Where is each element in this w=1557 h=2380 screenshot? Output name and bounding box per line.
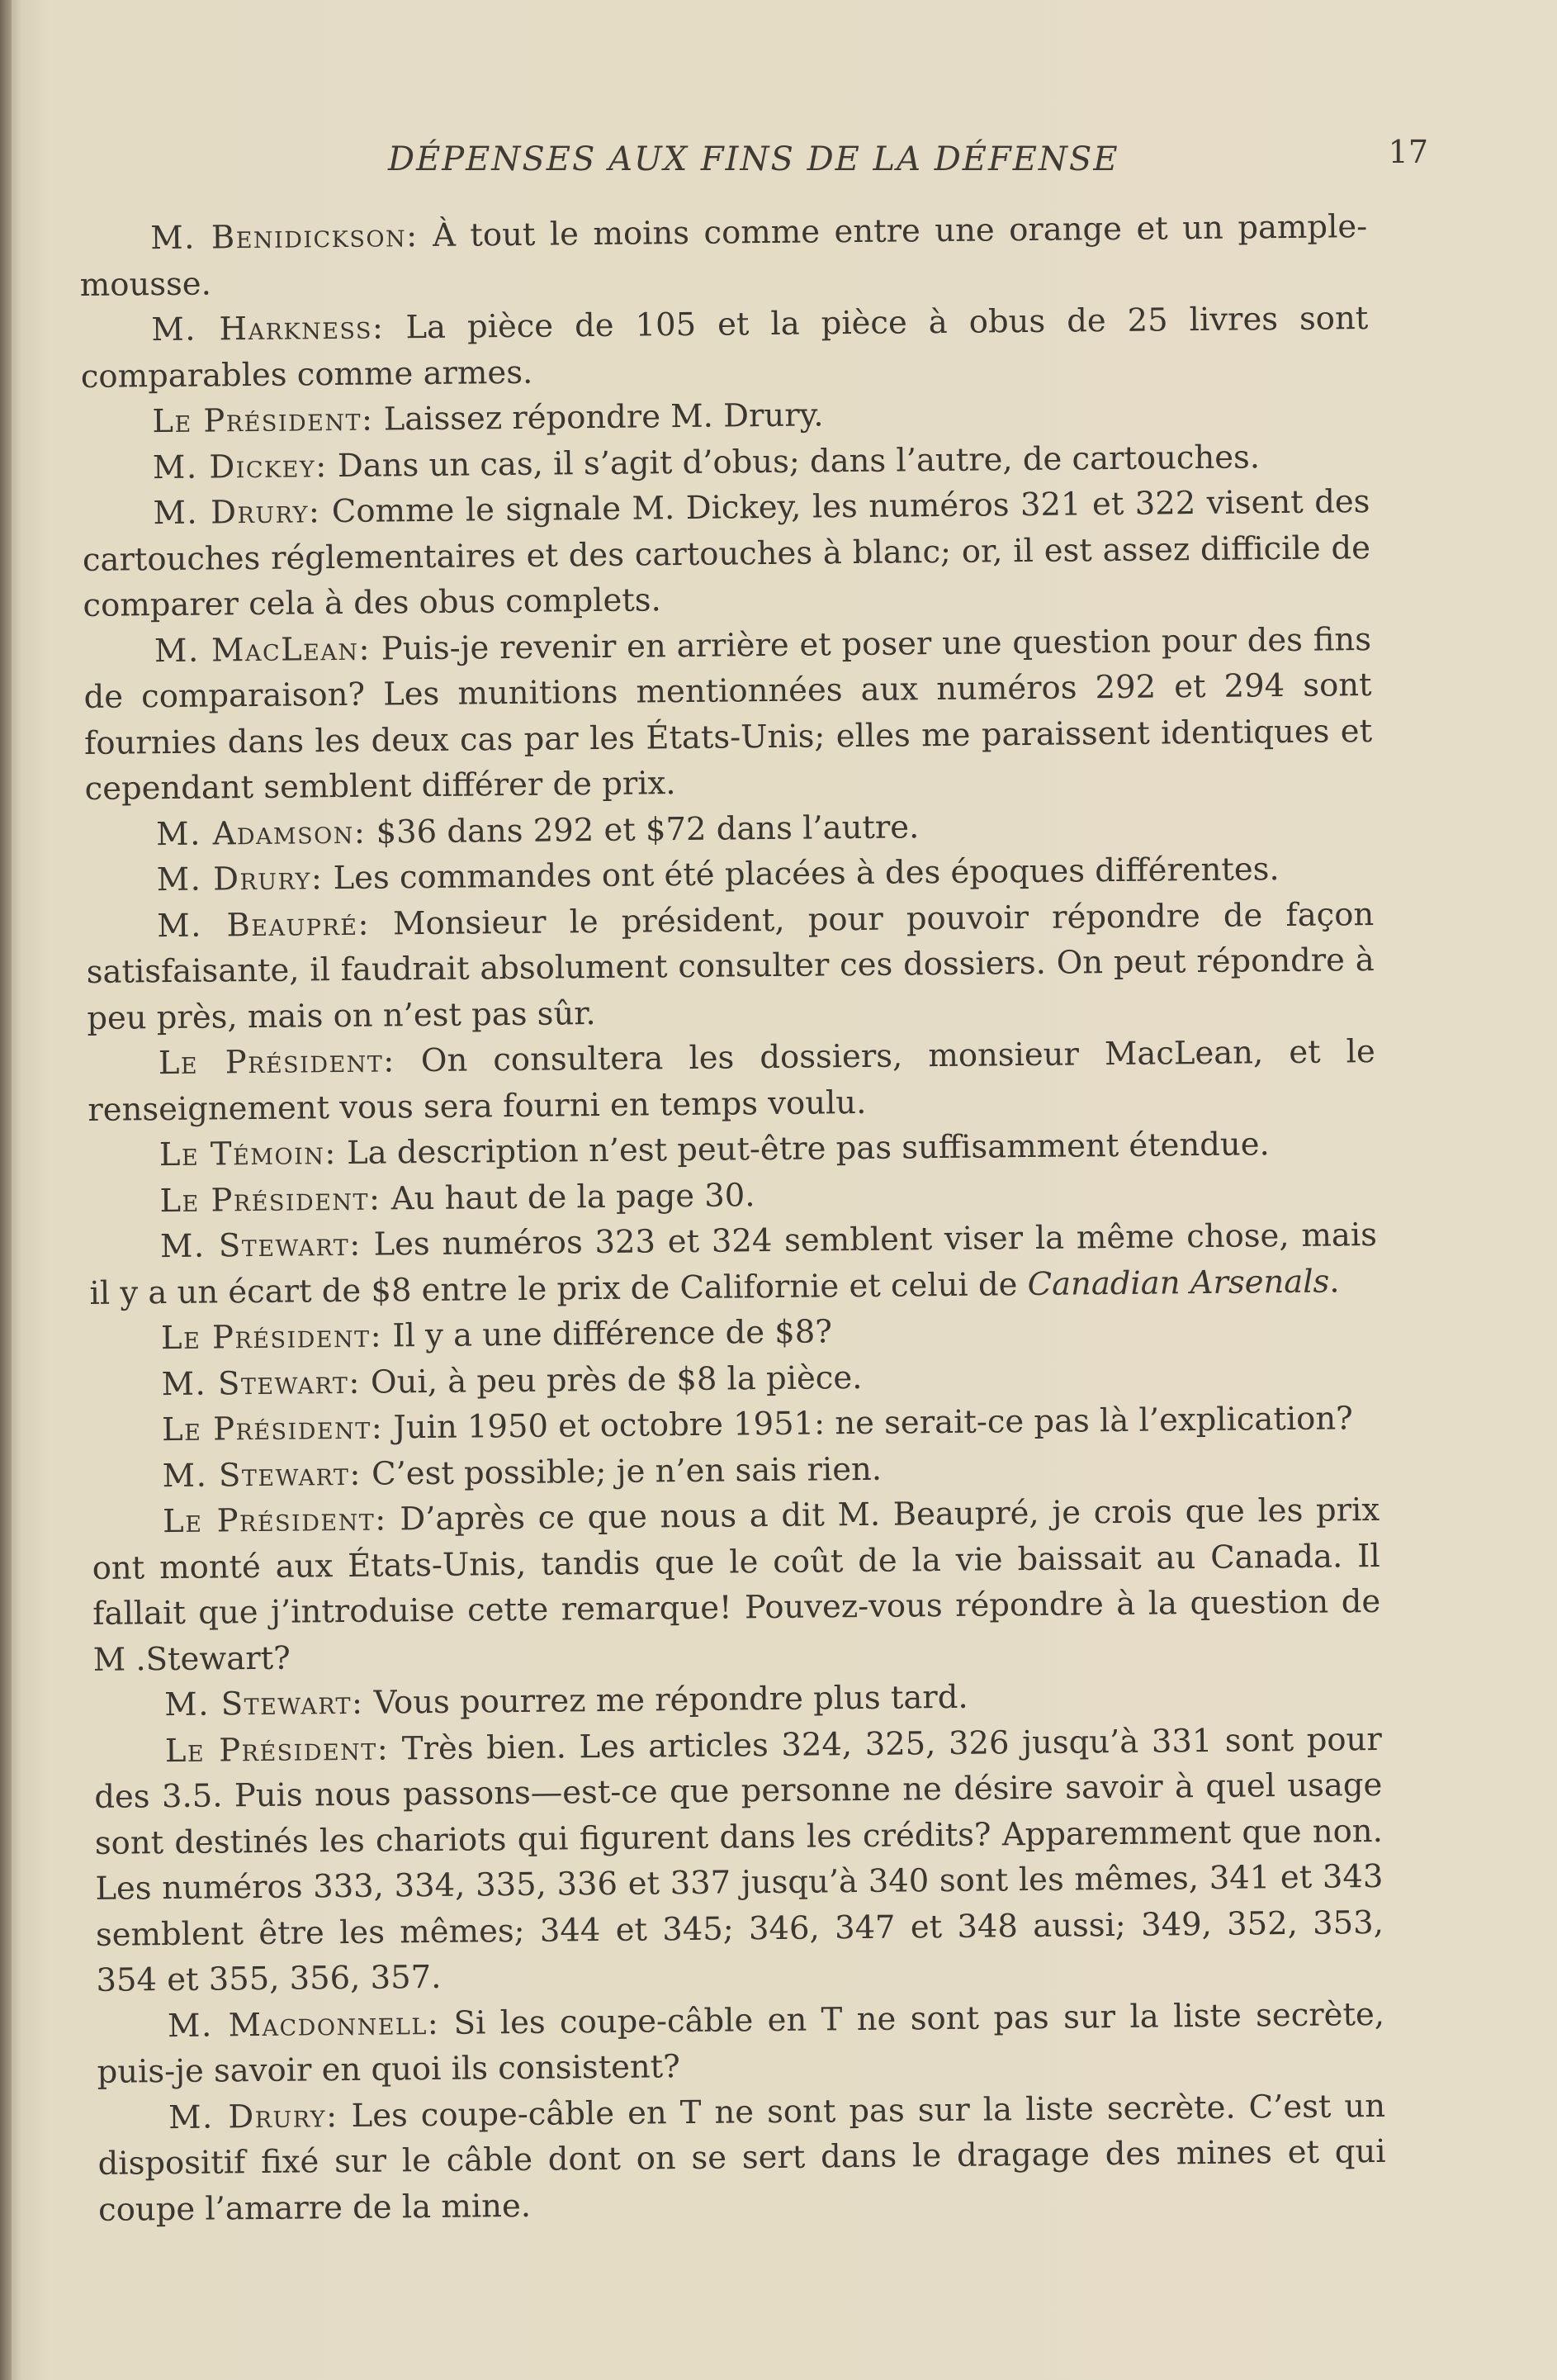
speaker-name: Le Président:	[159, 1180, 381, 1220]
speaker-name: Le Président:	[158, 1042, 396, 1083]
speech-text: D’après ce que nous a dit M. Beaupré, je crois que les prix ont monté aux États-Unis, tandis que le coût de la vie baissait au Canada. Il fallait que j’introduise cette remarque! Pouvez-vous répondre à la question de M .Stewart?	[92, 1491, 1381, 1679]
page-header	[74, 134, 1428, 198]
transcript-paragraph	[88, 1029, 1376, 1133]
speaker-name: M. Dickey:	[152, 447, 328, 486]
speaker-name: M. Stewart:	[162, 1455, 362, 1495]
speech-text: La pièce de 105 et la pièce à obus de 25 livres sont comparables comme armes.	[80, 300, 1369, 396]
speaker-name: Le Président:	[160, 1317, 383, 1358]
speech-text: Au haut de la page 30.	[390, 1176, 755, 1217]
speaker-name: M. Beaupré:	[157, 905, 371, 945]
transcript-body	[79, 204, 1386, 2233]
transcript-paragraph	[79, 204, 1368, 308]
speaker-name: M. Drury:	[156, 860, 324, 899]
speaker-name: M. Adamson:	[155, 813, 367, 853]
speech-text: Si les coupe-câble en T ne sont pas sur la liste secrète, puis-je savoir en quoi ils consistent?	[97, 1995, 1385, 2091]
emphasized-text: Canadian Arsenals	[1027, 1263, 1330, 1303]
speaker-name: M. Stewart:	[161, 1363, 362, 1403]
speech-text: On consultera les dossiers, monsieur MacLean, et le renseignement vous sera fourni en temps voulu.	[88, 1032, 1375, 1129]
speech-text: Juin 1950 et octobre 1951: ne serait-ce pas là l’explication?	[393, 1400, 1353, 1447]
transcript-paragraph	[83, 617, 1373, 813]
transcript-paragraph	[80, 296, 1369, 400]
sentence-end: .	[1329, 1262, 1340, 1301]
speech-text: Monsieur le président, pour pouvoir répondre de façon satisfaisante, il faudrait absolument consulter ces dossiers. On peut répondre à peu près, mais on n’est pas sûr.	[86, 895, 1375, 1037]
page-number: 17	[1388, 134, 1428, 170]
speaker-name: M. Drury:	[168, 2097, 338, 2136]
speaker-name: Le Président:	[164, 1729, 390, 1770]
speech-text: La description n’est peut-être pas suffisamment étendue.	[346, 1126, 1270, 1172]
speech-text: Oui, à peu près de $8 la pièce.	[370, 1358, 863, 1401]
speaker-name: M. Harkness:	[151, 309, 385, 349]
speaker-name: M. Drury:	[153, 493, 321, 533]
speech-text: Les numéros 323 et 324 semblent viser la même chose, mais il y a un écart de $8 entre le prix de Californie et celui de	[89, 1216, 1378, 1312]
speech-text: $36 dans 292 et $72 dans l’autre.	[376, 808, 920, 851]
transcript-paragraph	[86, 891, 1375, 1041]
speaker-name: Le Président:	[152, 401, 374, 441]
speaker-name: M. Macdonnell:	[167, 2004, 440, 2045]
transcript-paragraph	[92, 1487, 1381, 1683]
speech-text: À tout le moins comme entre une orange et un pample-mousse.	[79, 208, 1368, 304]
speaker-name: M. Stewart:	[164, 1684, 364, 1724]
transcript-paragraph	[82, 479, 1371, 628]
speech-text: Il y a une différence de $8?	[392, 1313, 833, 1355]
speech-text: Dans un cas, il s’agit d’obus; dans l’autre, de cartouches.	[337, 438, 1261, 485]
speech-text: Laissez répondre M. Drury.	[383, 396, 824, 439]
transcript-paragraph	[89, 1212, 1378, 1316]
speech-text: Puis-je revenir en arrière et poser une question pour des fins de comparaison? Les munitions mentionnées aux numéros 292 et 294 sont fournies dans les deux cas par les États-Unis; elles me paraissent identiques et cependant semblent différer de prix.	[83, 620, 1373, 808]
speech-text: C’est possible; je n’en sais rien.	[371, 1450, 883, 1493]
speaker-name: M. MacLean:	[154, 630, 372, 670]
speaker-name: M. Stewart:	[159, 1226, 362, 1266]
speech-text: Très bien. Les articles 324, 325, 326 jusqu’à 331 sont pour des 3.5. Puis nous passons—est-ce que personne ne désire savoir à quel usage sont destinés les chariots qui figurent dans les crédits? Apparemment que non. Les numéros 333, 334, 335, 336 et 337 jusqu’à 340 sont les mêmes, 341 et 343 semblent être les mêmes; 344 et 345; 346, 347 et 348 aussi; 349, 352, 353, 354 et 355, 356, 357.	[94, 1720, 1384, 1999]
speech-text: Les coupe-câble en T ne sont pas sur la liste secrète. C’est un dispositif fixé sur le câble dont on se sert dans le dragage des mines et qui coupe l’amarre de la mine.	[97, 2087, 1386, 2229]
speaker-name: Le Président:	[161, 1409, 384, 1449]
running-head: DÉPENSES AUX FINS DE LA DÉFENSE	[388, 140, 1119, 178]
page-binding-edge	[0, 0, 12, 2380]
transcript-paragraph	[97, 1991, 1385, 2095]
speech-text: Les commandes ont été placées à des époques différentes.	[333, 851, 1280, 898]
transcript-paragraph	[97, 2083, 1387, 2232]
speaker-name: M. Benidickson:	[150, 217, 419, 258]
speaker-name: Le Témoin:	[159, 1135, 338, 1174]
speech-text: Comme le signale M. Dickey, les numéros 321 et 322 visent des cartouches réglementaires et des cartouches à blanc; or, il est assez difficile de comparer cela à des obus complets.	[82, 483, 1371, 624]
transcript-paragraph	[94, 1716, 1384, 2003]
speaker-name: Le Président:	[162, 1501, 387, 1541]
speech-text: Vous pourrez me répondre plus tard.	[373, 1678, 968, 1722]
